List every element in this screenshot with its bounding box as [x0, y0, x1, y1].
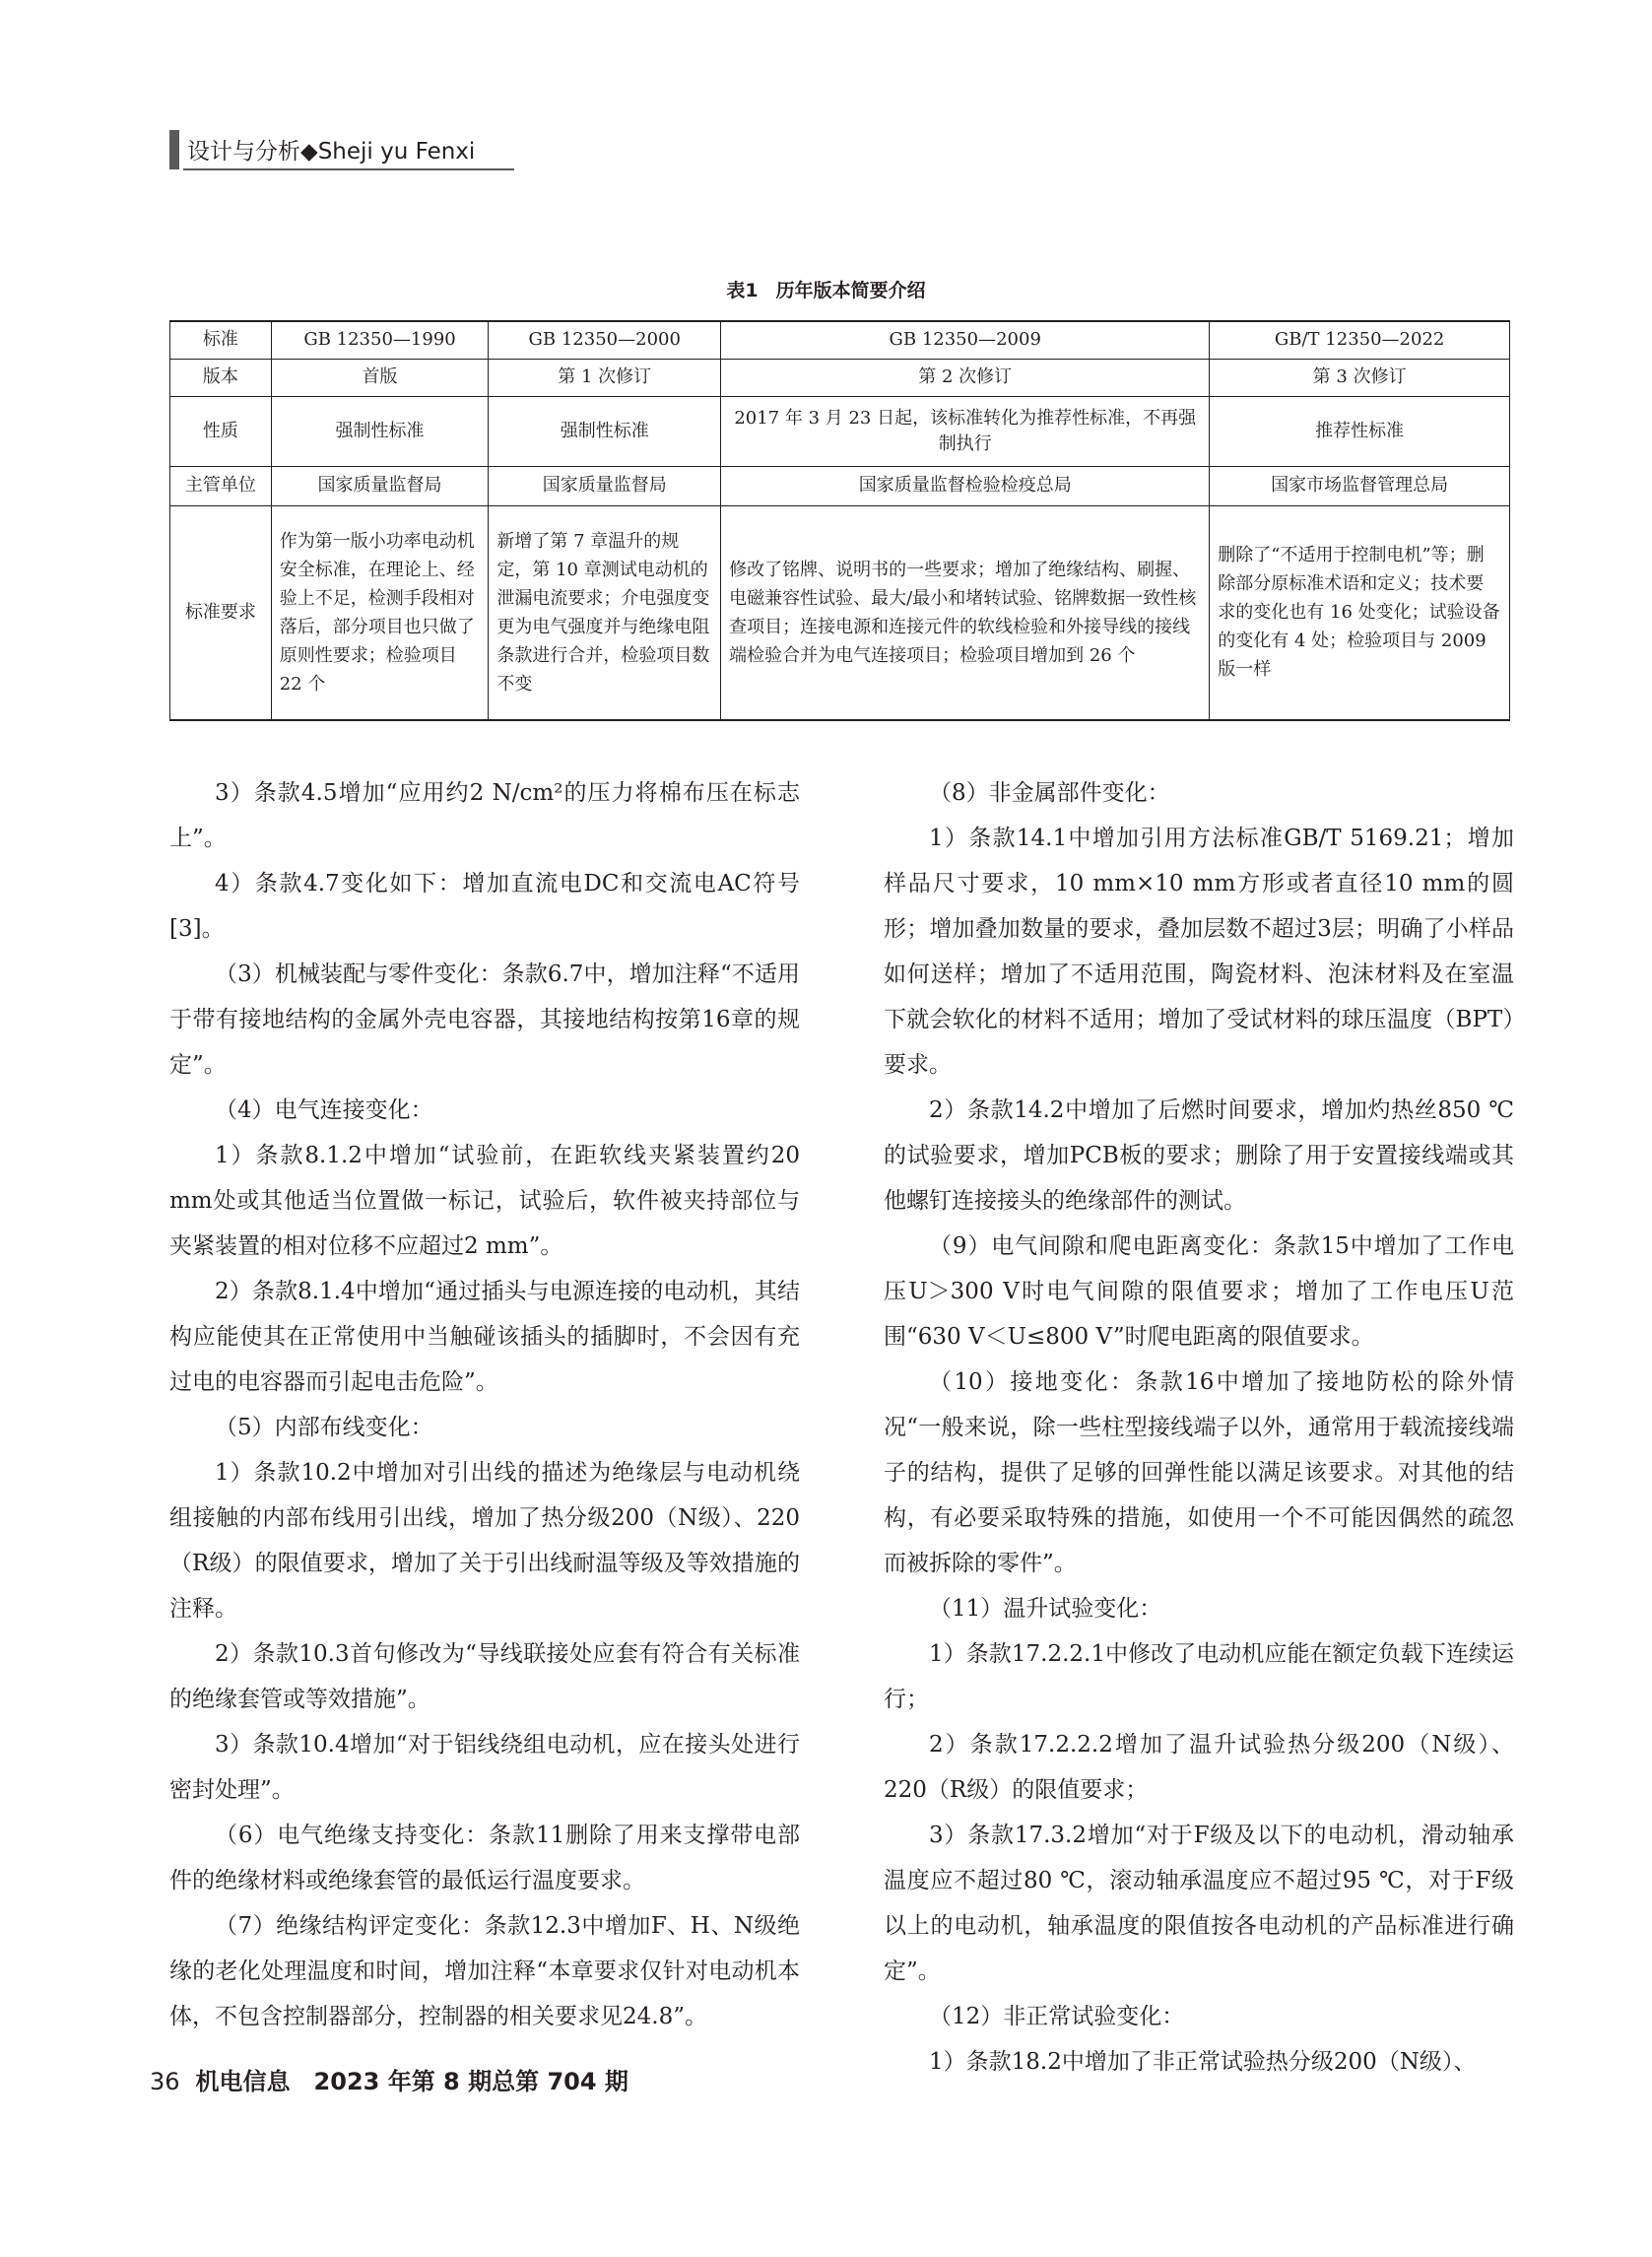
table-row	[170, 321, 1510, 359]
table-caption	[0, 276, 1652, 302]
body-paragraph: 1）条款18.2中增加了非正常试验热分级200（N级）、	[929, 2049, 1477, 2075]
table-cell: 第 2 次修订	[721, 359, 1210, 396]
table-cell: 国家质量监督局	[271, 466, 489, 505]
body-paragraph: （10）接地变化：条款16中增加了接地防松的除外情况“一般来说，除一些柱型接线端子以外，通常用于载流接线端子的结构，提供了足够的回弹性能以满足该要求。对其他的结构，有必要采取特殊的措施，如使用一个不可能因偶然的疏忽而被拆除的零件”。	[884, 1369, 1514, 1576]
table-caption-title: 历年版本简要介绍	[775, 280, 926, 301]
table-cell: 国家质量监督检验检疫总局	[721, 466, 1210, 505]
table-row	[170, 396, 1510, 466]
table-caption-number: 表1	[726, 280, 759, 301]
table-cell: 首版	[271, 359, 489, 396]
header-text: 设计与分析◆Sheji yu Fenxi	[187, 139, 476, 165]
body-paragraph: （3）机械装配与零件变化：条款6.7中，增加注释“不适用于带有接地结构的金属外壳电容器，其接地结构按第16章的规定”。	[169, 962, 800, 1078]
table-cell: 2017 年 3 月 23 日起，该标准转化为推荐性标准，不再强制执行	[721, 396, 1210, 466]
body-paragraph: 2）条款14.2中增加了后燃时间要求，增加灼热丝850 ℃的试验要求，增加PCB板的要求；删除了用于安置接线端或其他螺钉连接接头的绝缘部件的测试。	[884, 1097, 1514, 1214]
table-cell: 国家市场监督管理总局	[1210, 466, 1510, 505]
body-paragraph: 2）条款10.3首句修改为“导线联接处应套有符合有关标准的绝缘套管或等效措施”。	[169, 1641, 800, 1712]
body-paragraph: （11）温升试验变化：	[929, 1596, 1162, 1622]
body-paragraph: 3）条款17.3.2增加“对于F级及以下的电动机，滑动轴承温度应不超过80 ℃，滚动轴承温度应不超过95 ℃，对于F级以上的电动机，轴承温度的限值按各电动机的产品标准进行确定”。	[884, 1823, 1514, 1984]
table-cell: 强制性标准	[489, 396, 721, 466]
table-cell: 版本	[170, 359, 272, 396]
table-cell: 标准要求	[170, 505, 272, 720]
right-column	[884, 770, 1514, 2085]
body-paragraph: 1）条款8.1.2中增加“试验前，在距软线夹紧装置约20 mm处或其他适当位置做一标记，试验后，软件被夹持部位与夹紧装置的相对位移不应超过2 mm”。	[169, 1143, 800, 1259]
table-cell: 作为第一版小功率电动机安全标准，在理论上、经验上不足，检测手段相对落后，部分项目也只做了原则性要求；检验项目 22 个	[271, 505, 489, 720]
running-header	[169, 130, 476, 169]
table-cell: 第 1 次修订	[489, 359, 721, 396]
body-paragraph: （7）绝缘结构评定变化：条款12.3中增加F、H、N级绝缘的老化处理温度和时间，增加注释“本章要求仅针对电动机本体，不包含控制器部分，控制器的相关要求见24.8”。	[169, 1913, 800, 2029]
table-row	[170, 359, 1510, 396]
table-cell: 标准	[170, 321, 272, 359]
table-cell: 推荐性标准	[1210, 396, 1510, 466]
body-paragraph: 2）条款8.1.4中增加“通过插头与电源连接的电动机，其结构应能使其在正常使用中当触碰该插头的插脚时，不会因有充过电的电容器而引起电击危险”。	[169, 1279, 800, 1395]
table-cell: 国家质量监督局	[489, 466, 721, 505]
table-row	[170, 505, 1510, 720]
table-cell: GB 12350—2009	[721, 321, 1210, 359]
table-row	[170, 466, 1510, 505]
body-paragraph: （8）非金属部件变化：	[929, 780, 1170, 806]
body-paragraph: （4）电气连接变化：	[215, 1097, 433, 1123]
table-cell: 强制性标准	[271, 396, 489, 466]
body-paragraph: 3）条款10.4增加“对于铝线绕组电动机，应在接头处进行密封处理”。	[169, 1732, 800, 1803]
header-rule	[183, 168, 514, 170]
table-cell: 修改了铭牌、说明书的一些要求；增加了绝缘结构、刷握、电磁兼容性试验、最大/最小和堵转试验、铭牌数据一致性核查项目；连接电源和连接元件的软线检验和外接导线的接线端检验合并为电气连接项目；检验项目增加到 26 个	[721, 505, 1210, 720]
body-paragraph: （9）电气间隙和爬电距离变化：条款15中增加了工作电压U＞300 V时电气间隙的限值要求；增加了工作电压U范围“630 V＜U≤800 V”时爬电距离的限值要求。	[884, 1233, 1514, 1350]
body-paragraph: 2）条款17.2.2.2增加了温升试验热分级200（N级）、220（R级）的限值要求；	[884, 1732, 1514, 1803]
table-cell: GB 12350—2000	[489, 321, 721, 359]
page-footer	[150, 2062, 628, 2096]
page-number: 36	[150, 2068, 180, 2095]
body-paragraph: 1）条款10.2中增加对引出线的描述为绝缘层与电动机绕组接触的内部布线用引出线，增加了热分级200（N级）、220（R级）的限值要求，增加了关于引出线耐温等级及等效措施的注释。	[169, 1460, 800, 1622]
left-column	[169, 770, 800, 2039]
body-paragraph: （6）电气绝缘支持变化：条款11删除了用来支撑带电部件的绝缘材料或绝缘套管的最低运行温度要求。	[169, 1823, 800, 1893]
body-paragraph: 3）条款4.5增加“应用约2 N/cm²的压力将棉布压在标志上”。	[169, 780, 800, 851]
body-paragraph: 1）条款14.1中增加引用方法标准GB/T 5169.21；增加样品尺寸要求，10 mm×10 mm方形或者直径10 mm的圆形；增加叠加数量的要求，叠加层数不超过3层；明确了小样品如何送样；增加了不适用范围，陶瓷材料、泡沫材料及在室温下就会软化的材料不适用；增加了受试材料的球压温度（BPT）要求。	[884, 826, 1514, 1078]
table-cell: 主管单位	[170, 466, 272, 505]
table-cell: 性质	[170, 396, 272, 466]
table-cell: GB/T 12350—2022	[1210, 321, 1510, 359]
table-cell: 删除了“不适用于控制电机”等；删除部分原标准术语和定义；技术要求的变化也有 16 处变化；试验设备的变化有 4 处；检验项目与 2009 版一样	[1210, 505, 1510, 720]
body-paragraph: （12）非正常试验变化：	[929, 2004, 1185, 2029]
table-cell: 新增了第 7 章温升的规定，第 10 章测试电动机的泄漏电流要求；介电强度变更为电气强度并与绝缘电阻条款进行合并，检验项目数不变	[489, 505, 721, 720]
body-paragraph: 4）条款4.7变化如下：增加直流电DC和交流电AC符号[3]。	[169, 871, 800, 942]
versions-table	[169, 320, 1510, 721]
body-paragraph: （5）内部布线变化：	[215, 1415, 433, 1440]
journal-issue: 机电信息 2023 年第 8 期总第 704 期	[195, 2068, 628, 2095]
table-cell: 第 3 次修订	[1210, 359, 1510, 396]
body-paragraph: 1）条款17.2.2.1中修改了电动机应能在额定负载下连续运行；	[884, 1641, 1514, 1712]
header-bar	[169, 130, 179, 169]
table-cell: GB 12350—1990	[271, 321, 489, 359]
